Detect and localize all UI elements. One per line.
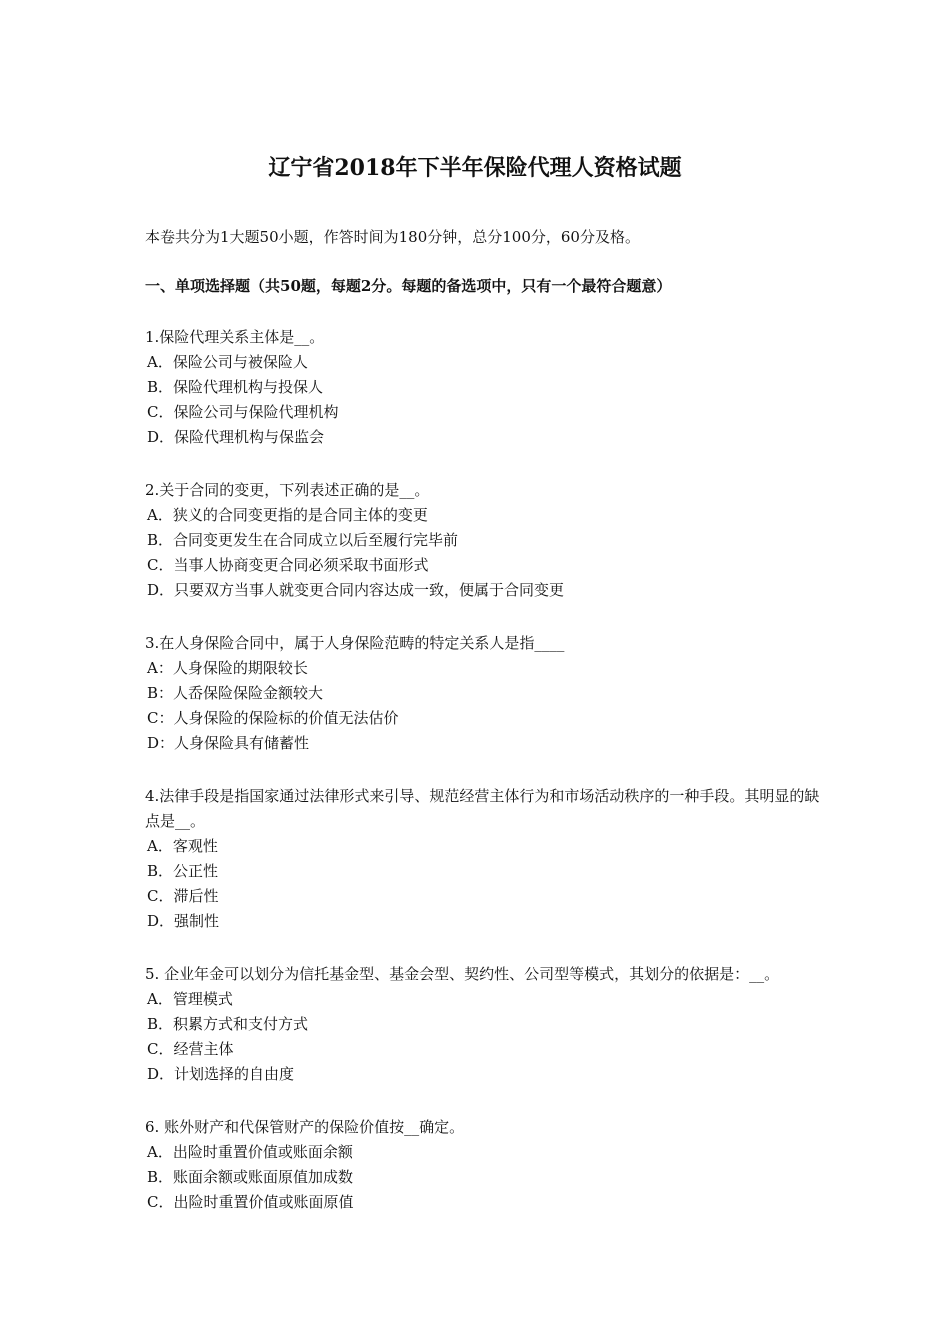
question-2	[145, 478, 820, 603]
question-4	[145, 784, 820, 934]
page-title: 辽宁省2018年下半年保险代理人资格试题	[268, 155, 682, 181]
answer-option: D．保险代理机构与保监会	[147, 428, 325, 446]
exam-intro: 本卷共分为1大题50小题，作答时间为180分钟，总分100分，60分及格。	[145, 228, 640, 246]
answer-option: B：人岙保险保险金额较大	[147, 684, 324, 702]
answer-option: D：人身保险具有储蓄性	[147, 734, 310, 752]
answer-option: A．管理模式	[147, 990, 233, 1008]
answer-option: A．狭义的合同变更指的是合同主体的变更	[147, 506, 428, 524]
answer-option: C．经营主体	[147, 1040, 234, 1058]
question-text: 2.关于合同的变更，下列表述正确的是__。	[145, 481, 430, 499]
answer-option: B．合同变更发生在合同成立以后至履行完毕前	[147, 531, 459, 549]
question-3	[145, 631, 820, 756]
question-text: 3.在人身保险合同中，属于人身保险范畴的特定关系人是指____	[145, 634, 565, 652]
question-list	[145, 325, 820, 1243]
answer-option: C．保险公司与保险代理机构	[147, 403, 339, 421]
option-list	[145, 656, 820, 756]
answer-option: B．公正性	[147, 862, 219, 880]
section-heading: 一、单项选择题（共50题，每题2分。每题的备选项中，只有一个最符合题意）	[145, 277, 672, 295]
question-text: 4.法律手段是指国家通过法律形式来引导、规范经营主体行为和市场活动秩序的一种手段。其明显的缺点是__。	[145, 787, 820, 830]
answer-option: B．账面余额或账面原值加成数	[147, 1168, 354, 1186]
answer-option: A．客观性	[147, 837, 218, 855]
answer-option: D．强制性	[147, 912, 220, 930]
answer-option: C．滞后性	[147, 887, 219, 905]
question-6	[145, 1115, 820, 1215]
answer-option: C．出险时重置价值或账面原值	[147, 1193, 354, 1211]
answer-option: C：人身保险的保险标的价值无法估价	[147, 709, 399, 727]
option-list	[145, 834, 820, 934]
answer-option: D．计划选择的自由度	[147, 1065, 295, 1083]
answer-option: B．积累方式和支付方式	[147, 1015, 309, 1033]
question-text: 6. 账外财产和代保管财产的保险价值按__确定。	[145, 1118, 465, 1136]
answer-option: B．保险代理机构与投保人	[147, 378, 324, 396]
answer-option: A：人身保险的期限较长	[147, 659, 308, 677]
option-list	[145, 350, 820, 450]
question-1	[145, 325, 820, 450]
answer-option: D．只要双方当事人就变更合同内容达成一致，便属于合同变更	[147, 581, 565, 599]
answer-option: A．出险时重置价值或账面余额	[147, 1143, 353, 1161]
answer-option: C．当事人协商变更合同必须采取书面形式	[147, 556, 429, 574]
option-list	[145, 987, 820, 1087]
option-list	[145, 1140, 820, 1215]
question-text: 5. 企业年金可以划分为信托基金型、基金会型、契约性、公司型等模式，其划分的依据是：__。	[145, 965, 780, 983]
question-text: 1.保险代理关系主体是__。	[145, 328, 325, 346]
question-5	[145, 962, 820, 1087]
answer-option: A．保险公司与被保险人	[147, 353, 308, 371]
option-list	[145, 503, 820, 603]
